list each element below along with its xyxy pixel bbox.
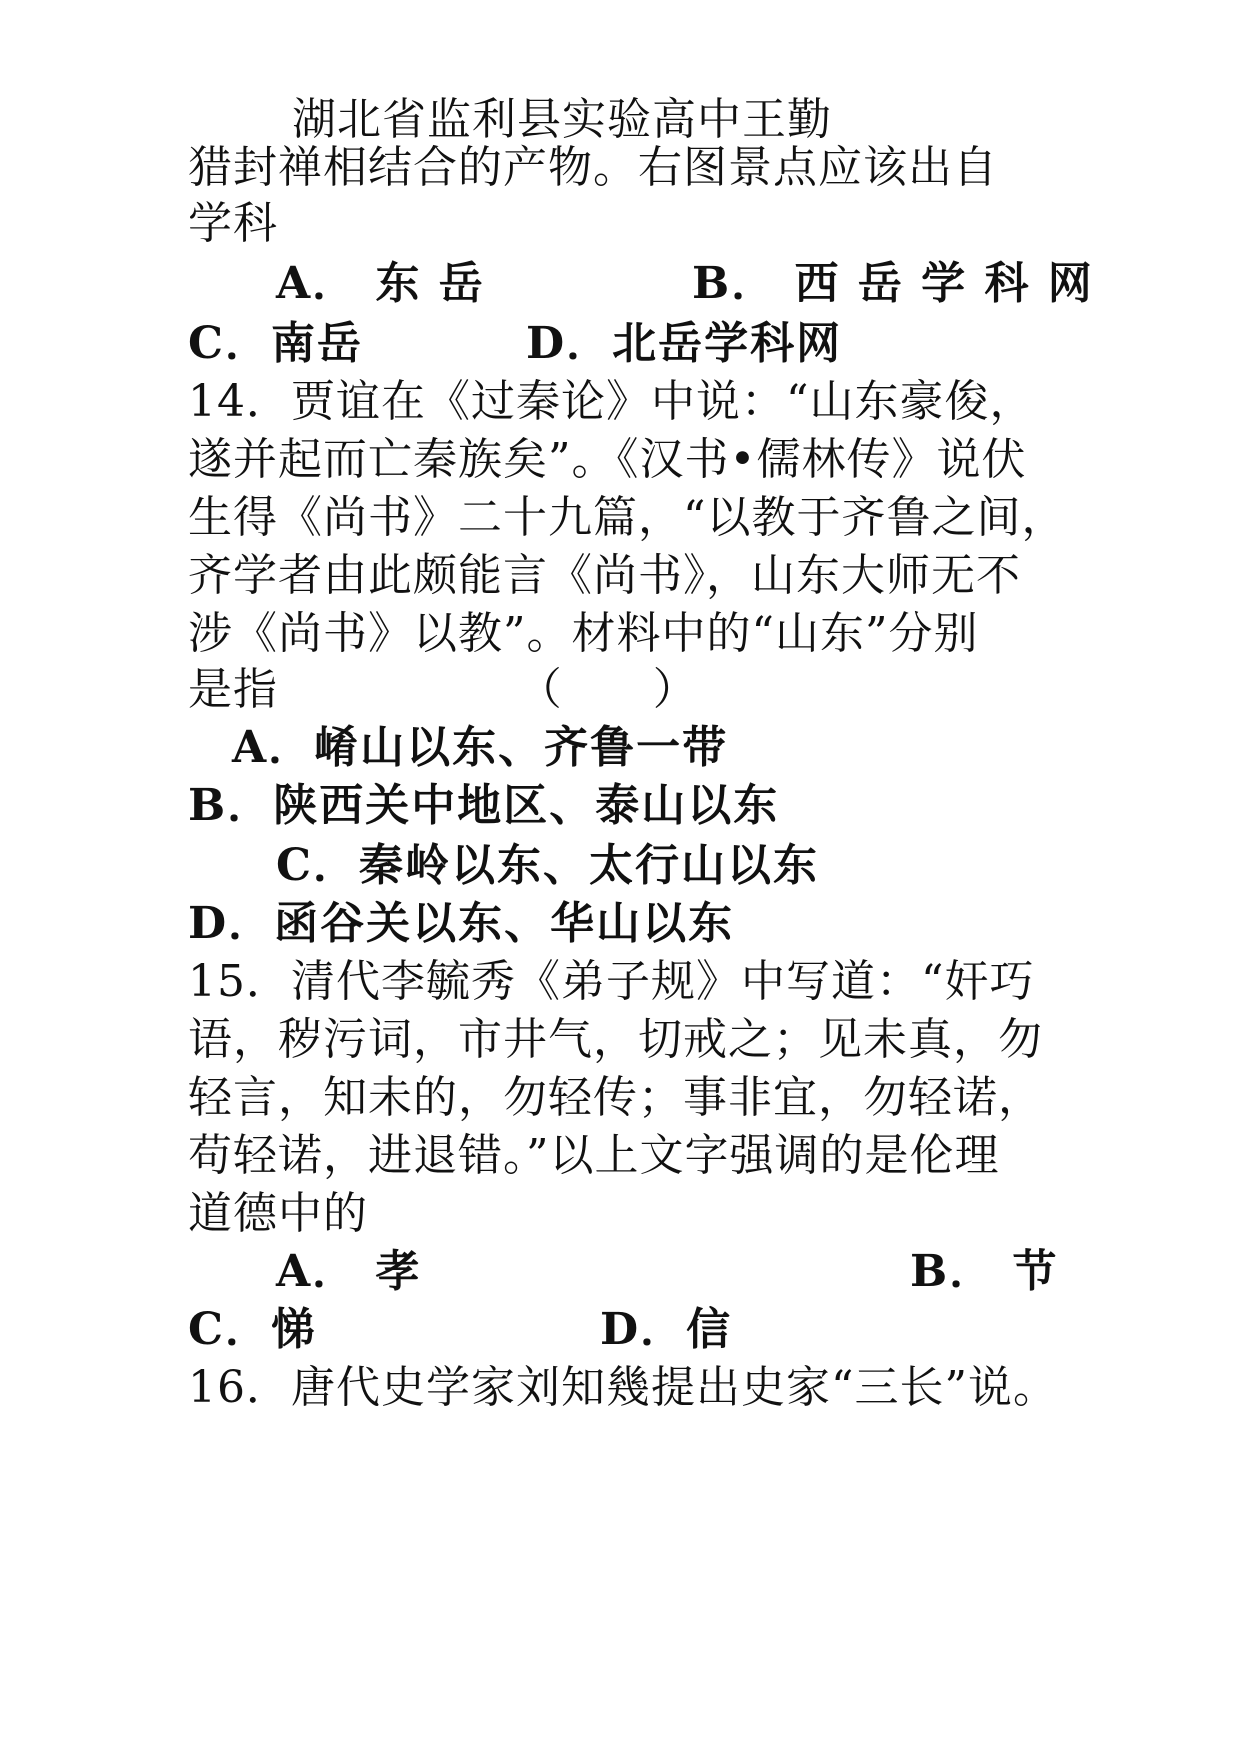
question-text-line: 14．贾谊在《过秦论》中说：“山东豪俊， [188, 376, 1035, 427]
question-text-line: 道德中的 [188, 1188, 368, 1239]
question-text-line: 语，秽污词，市井气，切戒之；见未真，勿 [188, 1014, 1043, 1065]
option-b: B． 节 [910, 1246, 1059, 1297]
question-text-line: 涉《尚书》以教”。材料中的“山东”分别 [188, 608, 979, 659]
option-d: D．北岳学科网 [526, 318, 843, 369]
page-header: 湖北省监利县实验高中王勤 [292, 94, 832, 145]
question-text-line: 齐学者由此颇能言《尚书》，山东大师无不 [188, 550, 1021, 601]
question-text-line: 学科 [188, 198, 278, 249]
question-text-line: 是指 （ ） [188, 664, 698, 715]
option-d: D．函谷关以东、华山以东 [188, 898, 735, 949]
question-text-line: 轻言，知未的，勿轻传；事非宜，勿轻诺， [188, 1072, 1043, 1123]
question-text-line: 16．唐代史学家刘知幾提出史家“三长”说。 [188, 1362, 1058, 1413]
option-a: A． 孝 [276, 1246, 422, 1297]
question-text-line: 苟轻诺，进退错。”以上文字强调的是伦理 [188, 1130, 1000, 1181]
question-text-line: 遂并起而亡秦族矣”。《汉书•儒林传》说伏 [188, 434, 1027, 485]
option-c: C．南岳 [188, 318, 364, 369]
option-b: B． 西 岳 学 科 网 [692, 258, 1094, 309]
option-c: C．悌 [188, 1304, 318, 1355]
question-text-line: 生得《尚书》二十九篇，“以教于齐鲁之间， [188, 492, 1067, 543]
option-b: B．陕西关中地区、泰山以东 [188, 780, 780, 831]
question-text-line: 15．清代李毓秀《弟子规》中写道：“奸巧 [188, 956, 1035, 1007]
option-d: D．信 [600, 1304, 733, 1355]
option-c: C．秦岭以东、太行山以东 [276, 840, 820, 891]
option-a: A．崤山以东、齐鲁一带 [232, 722, 729, 773]
option-a: A． 东 岳 [276, 258, 485, 309]
question-text-line: 猎封禅相结合的产物。右图景点应该出自 [188, 142, 998, 193]
